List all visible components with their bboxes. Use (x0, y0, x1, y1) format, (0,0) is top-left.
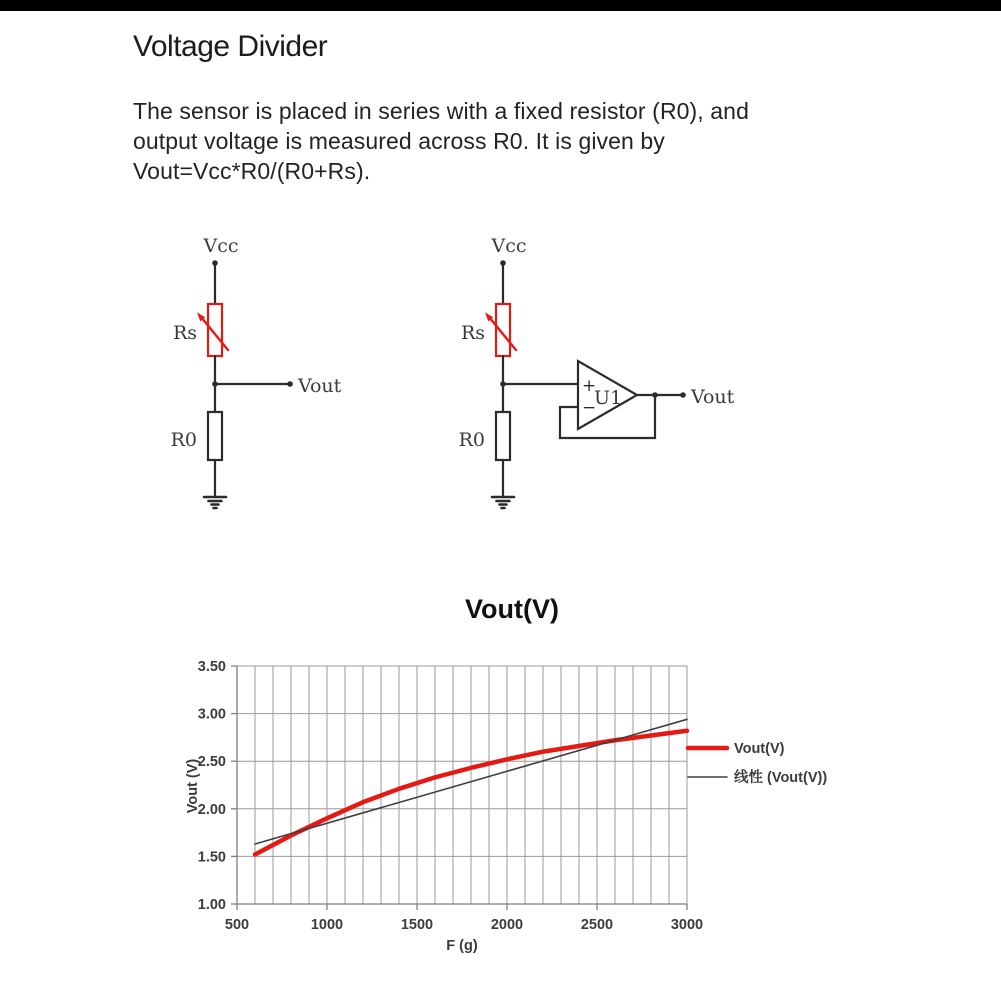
rs-label: Rs (172, 322, 197, 344)
vout-label: Vout (298, 375, 342, 397)
vcc-label: Vcc (203, 235, 239, 257)
vout-label: Vout (691, 386, 735, 408)
x-tick-label: 1000 (310, 917, 344, 933)
description-line-3: Vout=Vcc*R0/(R0+Rs). (133, 158, 371, 184)
y-tick-label: 2.50 (197, 754, 226, 771)
page-title: Voltage Divider (133, 30, 328, 63)
vcc-label: Vcc (491, 235, 527, 257)
y-tick-label: 2.00 (197, 801, 226, 818)
chart-title: Vout(V) (465, 594, 559, 624)
y-tick-label: 3.50 (197, 659, 226, 675)
opamp-minus-input-label: − (582, 398, 597, 418)
legend-label-1: 线性 (Vout(V)) (734, 770, 828, 786)
description-line-2: output voltage is measured across R0. It is given by (133, 128, 665, 154)
x-tick-label: 2500 (580, 917, 614, 933)
legend-label-0: Vout(V) (734, 741, 785, 757)
rs-label: Rs (460, 322, 485, 344)
x-tick-label: 2000 (490, 917, 524, 933)
chart-legend (688, 741, 827, 786)
opamp-plus-input-label: + (582, 376, 597, 396)
description-line-1: The sensor is placed in series with a fixed resistor (R0), and (133, 98, 749, 124)
y-tick-label: 3.00 (197, 706, 226, 723)
y-tick-label: 1.00 (197, 897, 226, 913)
opamp-name-label: U1 (594, 387, 623, 409)
x-tick-label: 500 (224, 917, 250, 933)
chart-tick-labels (198, 659, 703, 933)
r0-label: R0 (170, 429, 197, 451)
x-tick-label: 3000 (670, 917, 704, 933)
x-axis-title: F (g) (446, 938, 478, 954)
r0-label: R0 (458, 429, 485, 451)
y-axis-title: Vout (V) (185, 758, 201, 814)
chart-axes (231, 666, 687, 910)
x-tick-label: 1500 (400, 917, 434, 933)
y-tick-label: 1.50 (197, 849, 226, 866)
